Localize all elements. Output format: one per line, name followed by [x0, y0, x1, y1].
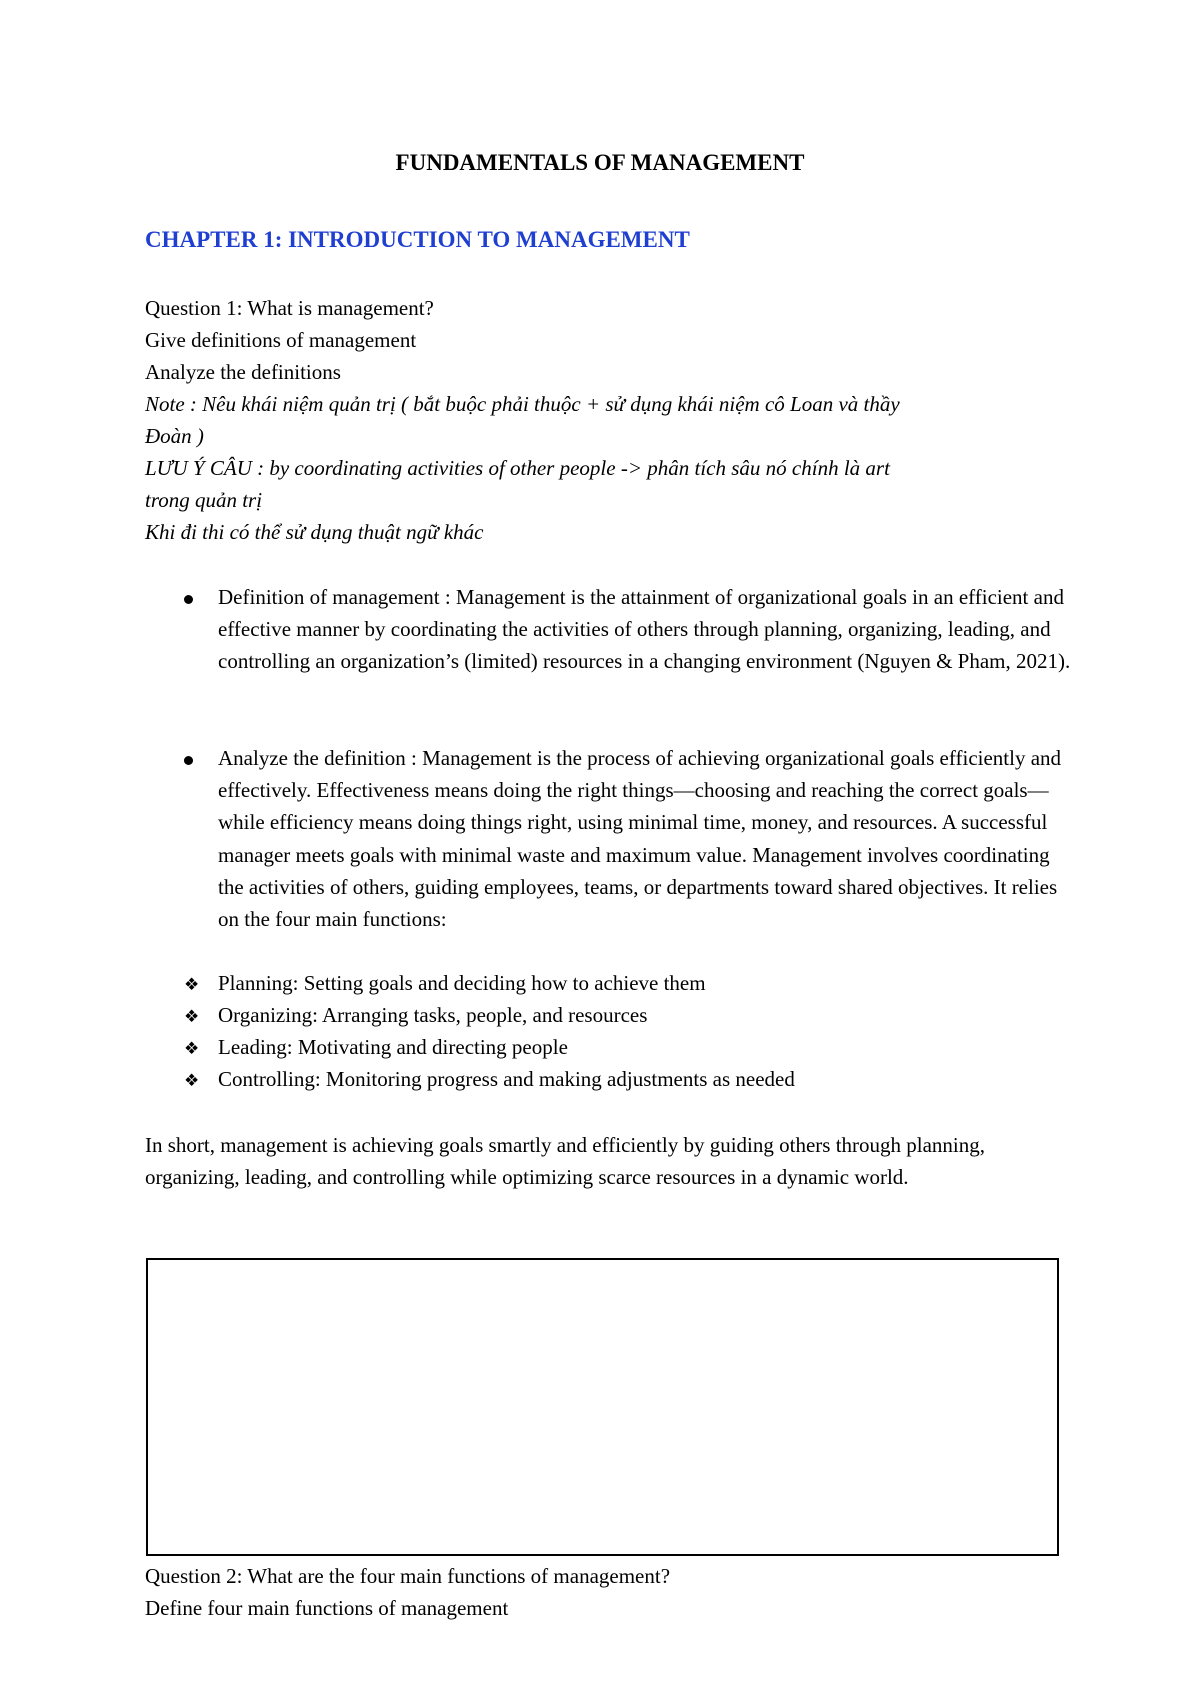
question-1-task-analyze: Analyze the definitions: [145, 360, 341, 384]
function-item-organizing: [184, 999, 647, 1033]
question-1: Question 1: What is management?: [145, 296, 434, 320]
function-text: Controlling: Monitoring progress and making adjustments as needed: [218, 1067, 795, 1091]
summary-paragraph: In short, management is achieving goals smartly and efficiently by guiding others through planning, organizing, leading, and controlling while optimizing scarce resources in a dynamic world.: [145, 1133, 986, 1190]
function-text: Planning: Setting goals and deciding how to achieve them: [218, 971, 706, 995]
bullet-icon: [184, 595, 193, 604]
diamond-bullet-icon: ❖: [184, 1071, 200, 1090]
function-item-controlling: [184, 1063, 795, 1097]
diamond-bullet-icon: ❖: [184, 975, 200, 994]
note-line-2: Đoàn ): [145, 424, 204, 448]
analysis-bullet: Analyze the definition : Management is the process of achieving organizational goals efficiently and effectively. Effectiveness means doing the right things—choosing and reaching the correct goals—while efficiency means doing things right, using minimal time, money, and resources. A successful manager meets goals with minimal waste and maximum value. Management involves coordinating the activities of others, guiding employees, teams, or departments toward shared objectives. It relies on the four main functions:: [218, 746, 1062, 932]
exam-note: Khi đi thi có thể sử dụng thuật ngữ khác: [145, 520, 484, 544]
diamond-bullet-icon: ❖: [184, 1007, 200, 1026]
function-item-planning: [184, 967, 706, 1001]
empty-image-frame: [146, 1258, 1059, 1556]
document-title: FUNDAMENTALS OF MANAGEMENT: [395, 150, 805, 175]
question-1-task-define: Give definitions of management: [145, 328, 417, 352]
question-2-task-define: Define four main functions of management: [145, 1596, 509, 1620]
function-text: Leading: Motivating and directing people: [218, 1035, 568, 1059]
caution-line-2: trong quản trị: [145, 488, 263, 512]
caution-line-1: LƯU Ý CÂU : by coordinating activities of other people -> phân tích sâu nó chính là art: [145, 456, 890, 480]
note-line-1: Note : Nêu khái niệm quản trị ( bắt buộc phải thuộc + sử dụng khái niệm cô Loan và thầy: [145, 392, 900, 416]
function-item-leading: [184, 1031, 568, 1065]
question-2: Question 2: What are the four main functions of management?: [145, 1564, 671, 1588]
definition-bullet: Definition of management : Management is the attainment of organizational goals in an efficient and effective manner by coordinating the activities of others through planning, organizing, leading, and controlling an organization’s (limited) resources in a changing environment (Nguyen & Pham, 2021).: [218, 585, 1071, 674]
function-text: Organizing: Arranging tasks, people, and resources: [218, 1003, 648, 1027]
bullet-icon: [184, 756, 193, 765]
chapter-heading: CHAPTER 1: INTRODUCTION TO MANAGEMENT: [145, 227, 690, 252]
diamond-bullet-icon: ❖: [184, 1039, 200, 1058]
